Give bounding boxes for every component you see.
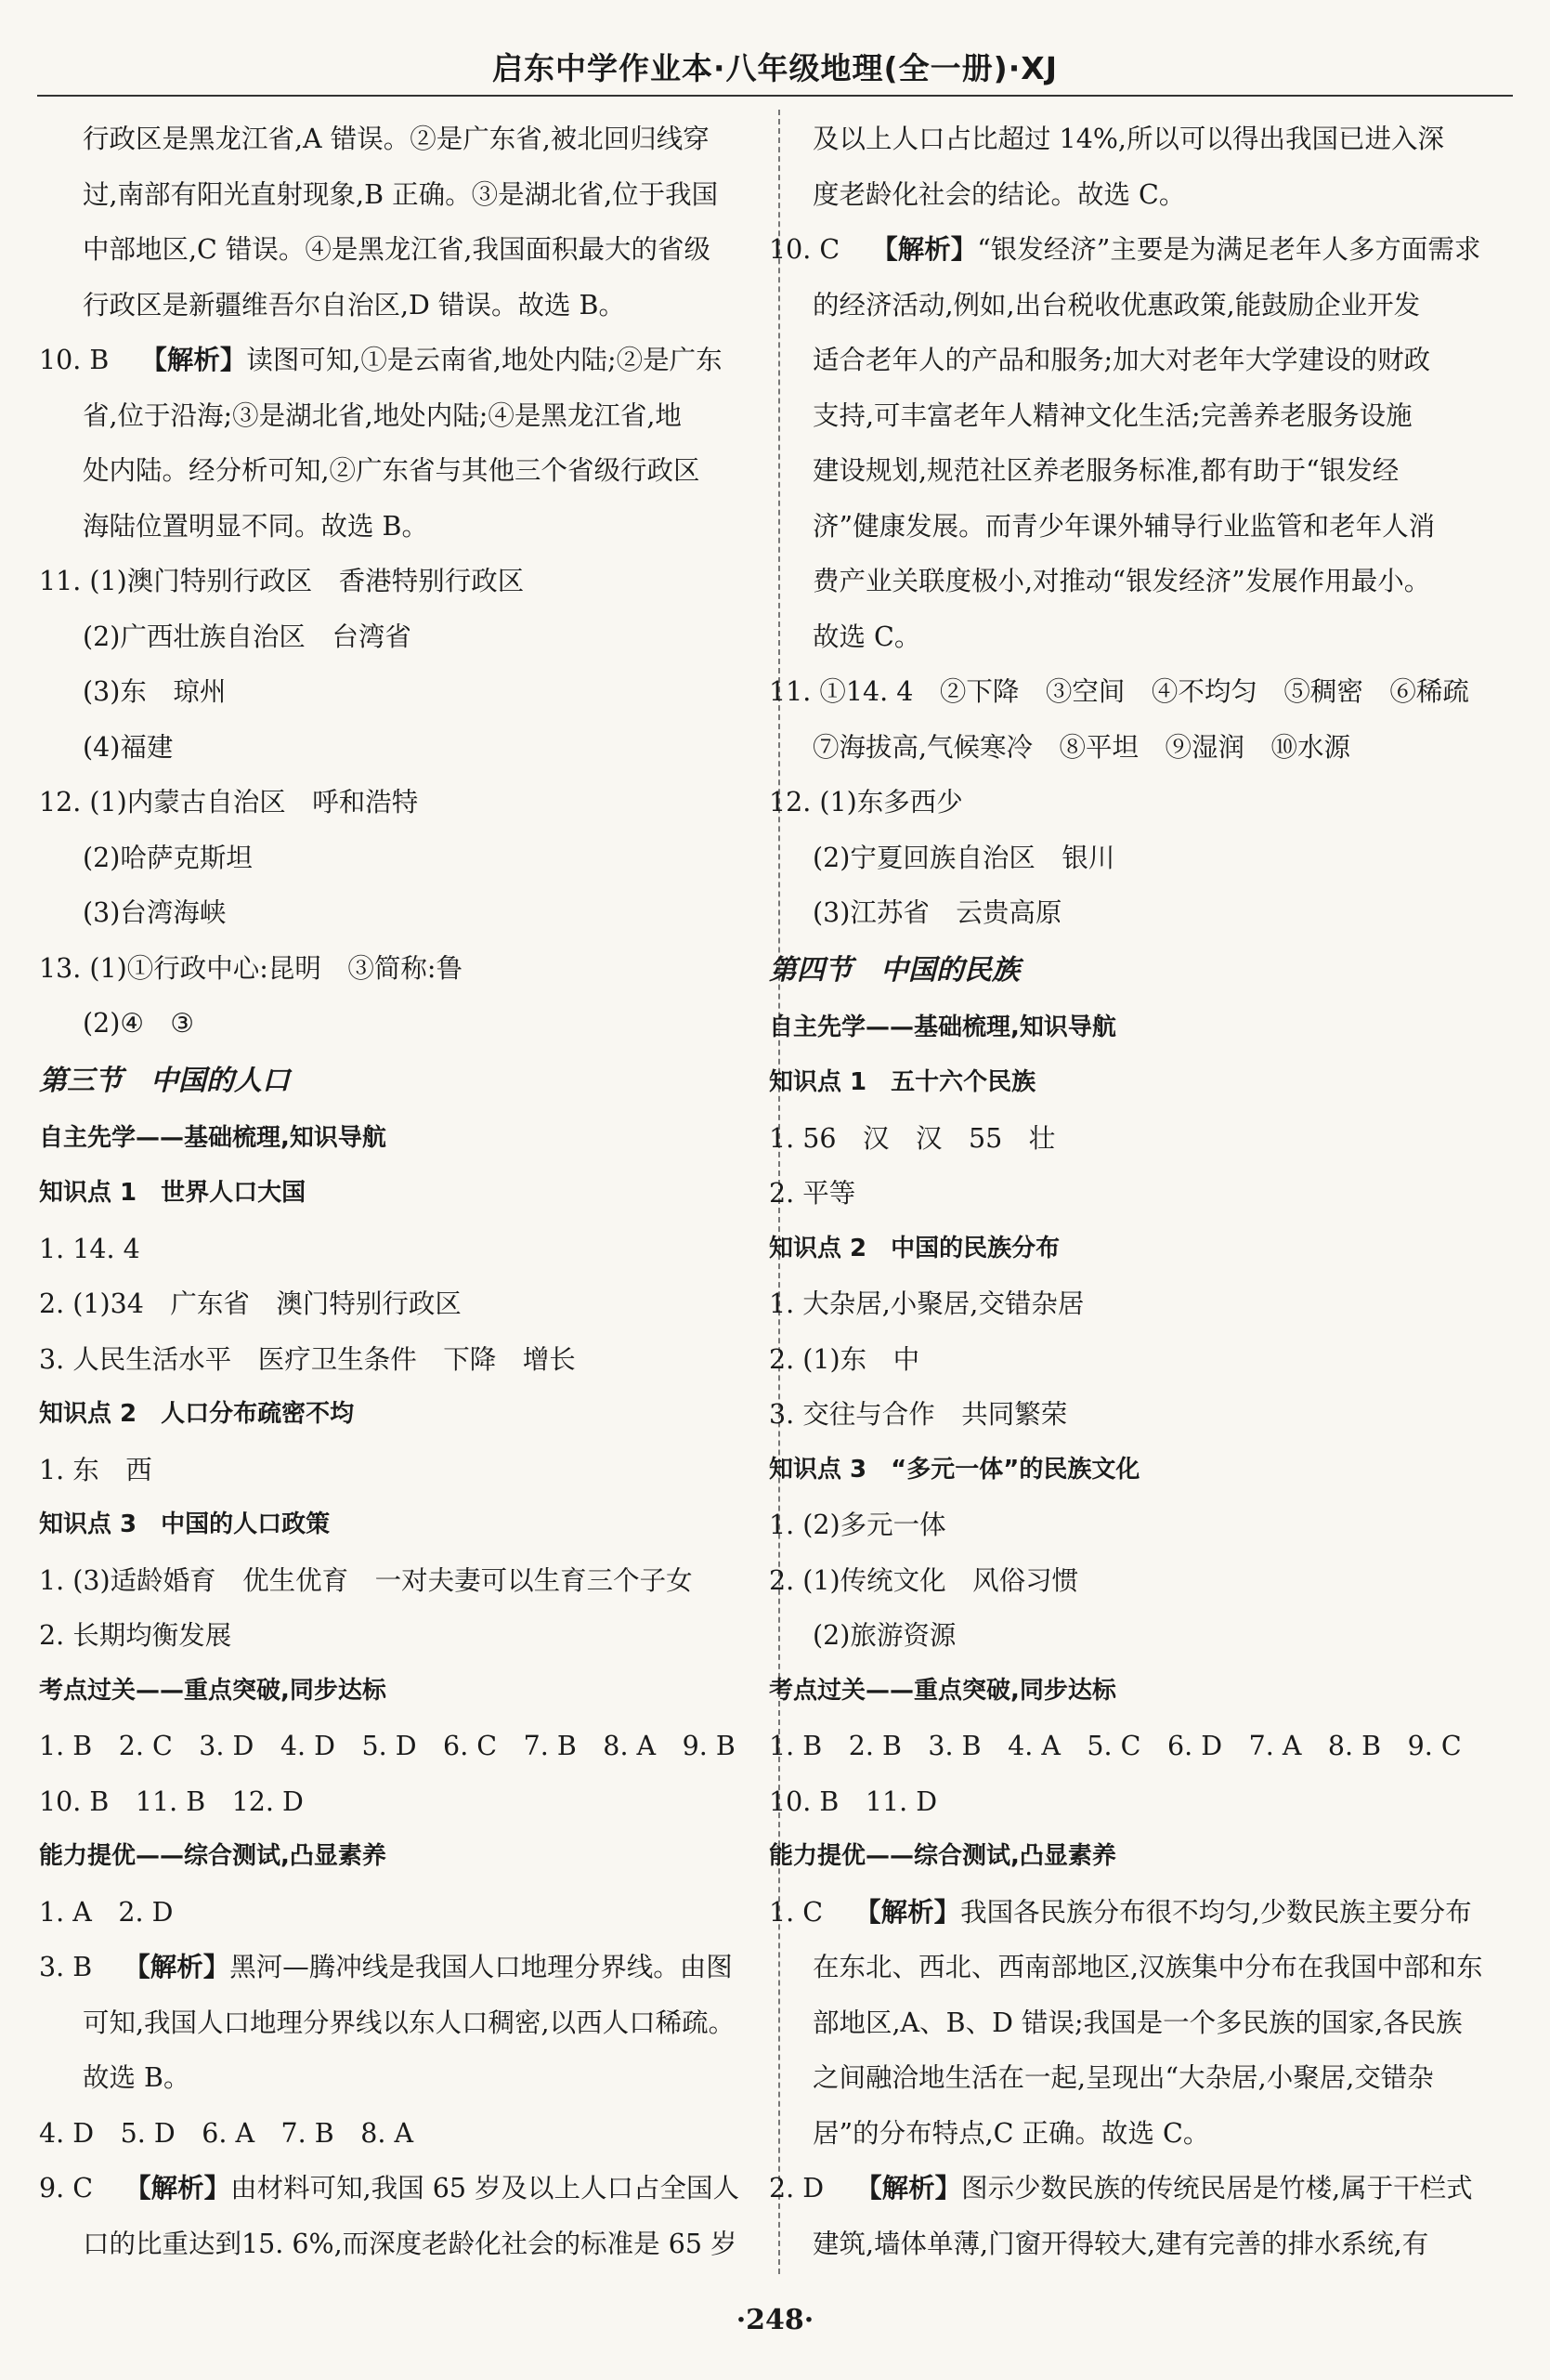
text-line: (3)东 琼州 bbox=[83, 676, 227, 707]
knowledge-point-heading: 知识点 3 中国的人口政策 bbox=[39, 1510, 331, 1538]
section-heading: 第三节 中国的人口 bbox=[39, 1064, 290, 1097]
section-heading: 第四节 中国的民族 bbox=[769, 953, 1020, 987]
text-line: 济”健康发展。而青少年课外辅导行业监管和老年人消 bbox=[813, 510, 1436, 542]
text-line: 黑河—腾冲线是我国人口地理分界线。由图 bbox=[229, 1952, 733, 1982]
text-line: (4)福建 bbox=[83, 731, 174, 763]
text-line: 部地区,A、B、D 错误;我国是一个多民族的国家,各民族 bbox=[813, 2007, 1463, 2038]
text-line: 支持,可丰富老年人精神文化生活;完善养老服务设施 bbox=[813, 399, 1413, 431]
text-line: (2)宁夏回族自治区 银川 bbox=[813, 842, 1115, 873]
text-line: (2)④ ③ bbox=[83, 1008, 194, 1039]
answer-row: 4. D 5. D 6. A 7. B 8. A bbox=[39, 2117, 414, 2149]
answer-12: 12. (1)内蒙古自治区 呼和浩特 bbox=[39, 787, 419, 817]
answer-11: 11. (1)澳门特别行政区 香港特别行政区 bbox=[39, 566, 525, 596]
answer-3 bbox=[39, 1940, 749, 1995]
text-line: 2. (1)东 中 bbox=[769, 1343, 920, 1375]
answer-9 bbox=[39, 2161, 749, 2217]
text-line: “银发经济”主要是为满足老年人多方面需求 bbox=[977, 234, 1481, 265]
subsection-heading: 能力提优——综合测试,凸显素养 bbox=[39, 1842, 386, 1870]
text-line: 2. (1)传统文化 风俗习惯 bbox=[769, 1564, 1079, 1596]
analysis-tag: 【解析】 bbox=[140, 345, 247, 375]
answer-row: 10. B 11. D bbox=[769, 1785, 938, 1817]
answer-number: 9. C bbox=[39, 2173, 94, 2203]
text-line: 1. 大杂居,小聚居,交错杂居 bbox=[769, 1288, 1085, 1319]
text-line: 行政区是黑龙江省,A 错误。②是广东省,被北回归线穿 bbox=[83, 124, 710, 154]
knowledge-point-heading: 知识点 2 中国的民族分布 bbox=[769, 1234, 1061, 1262]
subsection-heading: 考点过关——重点突破,同步达标 bbox=[39, 1676, 386, 1705]
right-column bbox=[769, 111, 1512, 2271]
text-line: 故选 B。 bbox=[83, 2062, 190, 2093]
page-number: ·248· bbox=[736, 2304, 814, 2336]
answer-2 bbox=[769, 2161, 1512, 2217]
answer-11: 11. ①14. 4 ②下降 ③空间 ④不均匀 ⑤稠密 ⑥稀疏 bbox=[769, 676, 1469, 707]
text-line: 建筑,墙体单薄,门窗开得较大,建有完善的排水系统,有 bbox=[813, 2228, 1429, 2259]
text-line: 1. 14. 4 bbox=[39, 1233, 140, 1264]
text-line: 费产业关联度极小,对推动“银发经济”发展作用最小。 bbox=[813, 566, 1431, 596]
analysis-tag: 【解析】 bbox=[854, 1896, 961, 1928]
knowledge-point-heading: 知识点 3 “多元一体”的民族文化 bbox=[769, 1455, 1140, 1484]
text-line: 适合老年人的产品和服务;加大对老年大学建设的财政 bbox=[813, 345, 1431, 375]
subsection-heading: 自主先学——基础梳理,知识导航 bbox=[769, 1013, 1116, 1041]
text-line: 建设规划,规范社区养老服务标准,都有助于“银发经 bbox=[813, 455, 1400, 486]
text-line: ⑦海拔高,气候寒冷 ⑧平坦 ⑨湿润 ⑩水源 bbox=[813, 731, 1351, 763]
text-line: 居”的分布特点,C 正确。故选 C。 bbox=[813, 2117, 1210, 2149]
text-line: 在东北、西北、西南部地区,汉族集中分布在我国中部和东 bbox=[813, 1952, 1483, 1982]
text-line: (2)旅游资源 bbox=[813, 1620, 957, 1651]
text-line: 图示少数民族的传统民居是竹楼,属于干栏式 bbox=[961, 2173, 1473, 2203]
analysis-tag: 【解析】 bbox=[124, 2173, 231, 2203]
text-line: 及以上人口占比超过 14%,所以可以得出我国已进入深 bbox=[813, 124, 1444, 154]
answer-row: 10. B 11. B 12. D bbox=[39, 1785, 304, 1817]
subsection-heading: 考点过关——重点突破,同步达标 bbox=[769, 1676, 1116, 1705]
answer-row: 1. B 2. B 3. B 4. A 5. C 6. D 7. A 8. B 9. C bbox=[769, 1731, 1462, 1761]
text-line: 3. 人民生活水平 医疗卫生条件 下降 增长 bbox=[39, 1343, 576, 1375]
text-line: 海陆位置明显不同。故选 B。 bbox=[83, 510, 429, 542]
text-line: (3)台湾海峡 bbox=[83, 897, 227, 928]
text-line: 之间融洽地生活在一起,呈现出“大杂居,小聚居,交错杂 bbox=[813, 2062, 1434, 2093]
answer-10 bbox=[769, 222, 1512, 278]
text-line: (2)广西壮族自治区 台湾省 bbox=[83, 621, 411, 652]
answer-1 bbox=[769, 1885, 1512, 1941]
text-line: 由材料可知,我国 65 岁及以上人口占全国人 bbox=[230, 2173, 740, 2203]
knowledge-point-heading: 知识点 1 世界人口大国 bbox=[39, 1179, 306, 1207]
left-column bbox=[39, 111, 749, 2271]
answer-13: 13. (1)①行政中心:昆明 ③简称:鲁 bbox=[39, 952, 462, 984]
text-line: 1. (2)多元一体 bbox=[769, 1510, 946, 1540]
text-line: 我国各民族分布很不均匀,少数民族主要分布 bbox=[960, 1896, 1472, 1928]
running-header: 启东中学作业本·八年级地理(全一册)·XJ bbox=[492, 50, 1058, 86]
answer-number: 10. B bbox=[39, 345, 110, 375]
text-line: 2. 长期均衡发展 bbox=[39, 1620, 232, 1651]
text-line: 度老龄化社会的结论。故选 C。 bbox=[813, 178, 1186, 210]
text-line: 2. 平等 bbox=[769, 1178, 856, 1209]
text-line: 1. 东 西 bbox=[39, 1454, 152, 1485]
text-line: 省,位于沿海;③是湖北省,地处内陆;④是黑龙江省,地 bbox=[83, 399, 682, 431]
text-line: 处内陆。经分析可知,②广东省与其他三个省级行政区 bbox=[83, 455, 700, 486]
text-line: 行政区是新疆维吾尔自治区,D 错误。故选 B。 bbox=[83, 289, 625, 320]
subsection-heading: 自主先学——基础梳理,知识导航 bbox=[39, 1123, 386, 1152]
answer-row: 1. B 2. C 3. D 4. D 5. D 6. C 7. B 8. A 9. B bbox=[39, 1731, 736, 1761]
subsection-heading: 能力提优——综合测试,凸显素养 bbox=[769, 1842, 1116, 1870]
analysis-tag: 【解析】 bbox=[871, 234, 978, 265]
text-line: 中部地区,C 错误。④是黑龙江省,我国面积最大的省级 bbox=[83, 234, 710, 265]
text-line: 故选 C。 bbox=[813, 621, 921, 652]
answer-number: 1. C bbox=[769, 1896, 824, 1928]
text-line: 2. (1)34 广东省 澳门特别行政区 bbox=[39, 1288, 462, 1319]
answer-number: 10. C bbox=[769, 234, 840, 265]
knowledge-point-heading: 知识点 2 人口分布疏密不均 bbox=[39, 1400, 355, 1428]
analysis-tag: 【解析】 bbox=[124, 1952, 230, 1982]
text-line: (3)江苏省 云贵高原 bbox=[813, 897, 1062, 928]
text-line: (2)哈萨克斯坦 bbox=[83, 842, 253, 873]
text-line: 1. 56 汉 汉 55 壮 bbox=[769, 1122, 1056, 1154]
knowledge-point-heading: 知识点 1 五十六个民族 bbox=[769, 1068, 1036, 1096]
answer-row: 1. A 2. D bbox=[39, 1896, 174, 1928]
answer-number: 3. B bbox=[39, 1952, 93, 1982]
text-line: 1. (3)适龄婚育 优生优育 一对夫妻可以生育三个子女 bbox=[39, 1564, 693, 1596]
text-line: 读图可知,①是云南省,地处内陆;②是广东 bbox=[246, 345, 723, 375]
text-line: 3. 交往与合作 共同繁荣 bbox=[769, 1399, 1068, 1430]
header-rule bbox=[37, 95, 1513, 97]
answer-number: 2. D bbox=[769, 2173, 825, 2203]
answer-10 bbox=[39, 333, 749, 388]
text-line: 可知,我国人口地理分界线以东人口稠密,以西人口稀疏。 bbox=[83, 2007, 736, 2038]
analysis-tag: 【解析】 bbox=[855, 2173, 962, 2203]
text-line: 的经济活动,例如,出台税收优惠政策,能鼓励企业开发 bbox=[813, 289, 1421, 320]
text-line: 过,南部有阳光直射现象,B 正确。③是湖北省,位于我国 bbox=[83, 178, 719, 210]
text-line: 口的比重达到15. 6%,而深度老龄化社会的标准是 65 岁 bbox=[83, 2228, 737, 2259]
answer-12: 12. (1)东多西少 bbox=[769, 787, 963, 817]
